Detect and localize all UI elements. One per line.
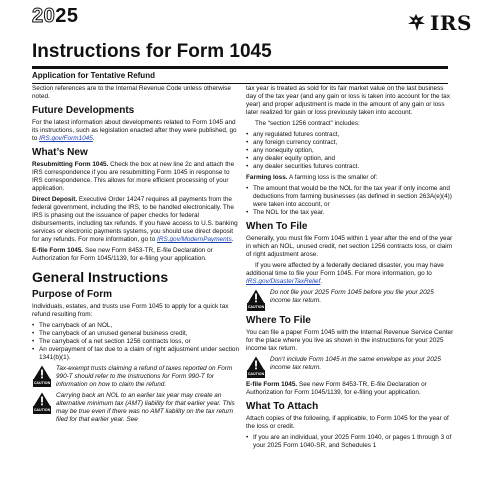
list-item: • The NOL for the tax year. — [246, 209, 454, 217]
disaster-text: If you were affected by a federally declared disaster, you may have additional time to file your Form 1045. For more information, go to IRS.gov/DisasterTaxRelief. — [246, 262, 444, 285]
list-item: • any nonequity option, — [246, 147, 454, 155]
caution-icon: CAUTION — [246, 289, 266, 311]
caution-icon: CAUTION — [246, 356, 266, 378]
what-to-attach-text: Attach copies of the following, if applicable, to Form 1045 for the year of the loss or credit. — [246, 415, 449, 430]
what-to-attach-heading: What To Attach — [246, 401, 319, 412]
eagle-icon — [405, 12, 427, 34]
efile-text: E-file Form 1045. See new Form 8453-TR, E-file Declaration or Authorization for Form 1045/1139, for e-filing your application. — [246, 381, 427, 396]
form1045-link[interactable]: IRS.gov/Form1045 — [39, 135, 93, 142]
contract-intro: The “section 1256 contract” includes: — [255, 120, 360, 127]
list-item: • An overpayment of tax due to a claim of right adjustment under section 1341(b)(1). — [32, 346, 240, 362]
caution-note — [246, 289, 454, 311]
title-rule — [32, 66, 448, 69]
caution-text: Tax-exempt trusts claiming a refund of taxes reported on Form 990-T should refer to the Instructions for Form 990-T for information on how to claim the refund. — [56, 365, 233, 388]
left-column — [32, 85, 240, 427]
purpose-list — [32, 322, 240, 362]
caution-note — [32, 365, 240, 389]
when-to-file-heading: When To File — [246, 221, 308, 232]
caution-icon: CAUTION — [32, 365, 52, 389]
caution-text: Do not file your 2025 Form 1045 before you file your 2025 income tax return. — [270, 289, 434, 304]
contract-list — [246, 131, 454, 171]
attach-list — [246, 434, 454, 450]
list-item: • The carryback of an NOL, — [32, 322, 240, 330]
caution-note — [32, 392, 240, 424]
irs-logo — [405, 10, 472, 36]
right-column — [246, 85, 454, 453]
whats-new-heading: What’s New — [32, 147, 88, 158]
efile-text: E-file Form 1045. See new Form 8453-TR, E-file Declaration or Authorization for Form 1045/1139, for e-filing your application. — [32, 247, 213, 262]
intro-text: Section references are to the Internal Revenue Code unless otherwise noted. — [32, 85, 231, 100]
caution-icon: CAUTION — [32, 392, 52, 424]
purpose-text: Individuals, estates, and trusts use Form 1045 to apply for a quick tax refund resulting from: — [32, 303, 229, 318]
page-subtitle: Application for Tentative Refund — [32, 71, 155, 80]
list-item: • The carryback of a net section 1256 contracts loss, or — [32, 338, 240, 346]
list-item: • The carryback of an unused general business credit, — [32, 330, 240, 338]
continued-text: tax year is treated as sold for its fair market value on the last business day of the tax year (and any gain or loss is taken into account for the tax year) and proper adjustment is made in the amount of any gain or loss later realized for gain or loss previously taken into account. — [246, 85, 450, 116]
list-item: • any foreign currency contract, — [246, 139, 454, 147]
caution-note — [246, 356, 454, 378]
future-developments-heading: Future Developments — [32, 105, 135, 116]
list-item: • any dealer equity option, and — [246, 155, 454, 163]
modern-payments-link[interactable]: IRS.gov/ModernPayments — [157, 236, 232, 243]
where-to-file-text: You can file a paper Form 1045 with the Internal Revenue Service Center for the place where you live as shown in the instructions for your 2025 income tax return. — [246, 329, 454, 352]
subtitle-rule — [32, 83, 448, 84]
where-to-file-heading: Where To File — [246, 315, 311, 326]
general-instructions-heading: General Instructions — [32, 269, 169, 285]
farming-list — [246, 185, 454, 217]
future-developments-text: For the latest information about developments related to Form 1045 and its instructions, such as legislation enacted after they were published, go to IRS.gov/Form1045. — [32, 119, 237, 142]
when-to-file-text: Generally, you must file Form 1045 within 1 year after the end of the year in which an NOL, unused credit, net section 1256 contracts loss, or claim of right adjustment arose. — [246, 235, 453, 258]
direct-deposit-text: Direct Deposit. Executive Order 14247 requires all payments from the federal government, including the IRS, to be handled electronically. The IRS is phasing out the issuance of paper checks for federal disbursements, including tax refunds. If you have access to U.S. banking services or electronic payments systems, you should use direct deposit for any refunds. For more information, go to IRS.gov/ModernPayments. — [32, 196, 238, 243]
resubmitting-text: Resubmitting Form 1045. Check the box at new line 2c and attach the IRS correspondence if you are resubmitting Form 1045 in response to IRS correspondence. This allows for more efficient processing of your application. — [32, 161, 235, 192]
purpose-heading: Purpose of Form — [32, 289, 113, 300]
list-item: • any dealer securities futures contract. — [246, 163, 454, 171]
farming-loss-text: Farming loss. A farming loss is the smaller of: — [246, 174, 378, 181]
caution-text: Carrying back an NOL to an earlier tax year may create an alternative minimum tax (AMT) liability for that earlier year. This may be true even if there was no AMT liability on the tax return filed for that earlier year. See — [56, 392, 235, 423]
irs-logo-text: IRS — [430, 11, 472, 35]
list-item: • The amount that would be the NOL for the tax year if only income and deductions from farming businesses (as defined in section 263A(e)(4)) were taken into account, or — [246, 185, 454, 209]
list-item: • any regulated futures contract, — [246, 131, 454, 139]
list-item: • If you are an individual, your 2025 Form 1040, or pages 1 through 3 of your 2025 Form 1040-SR, and Schedules 1 — [246, 434, 454, 450]
form-year: 2025 — [32, 5, 79, 27]
caution-text: Don’t include Form 1045 in the same envelope as your 2025 income tax return. — [270, 356, 441, 371]
disaster-relief-link[interactable]: IRS.gov/DisasterTaxRelief — [246, 278, 321, 285]
page-title: Instructions for Form 1045 — [32, 41, 272, 62]
